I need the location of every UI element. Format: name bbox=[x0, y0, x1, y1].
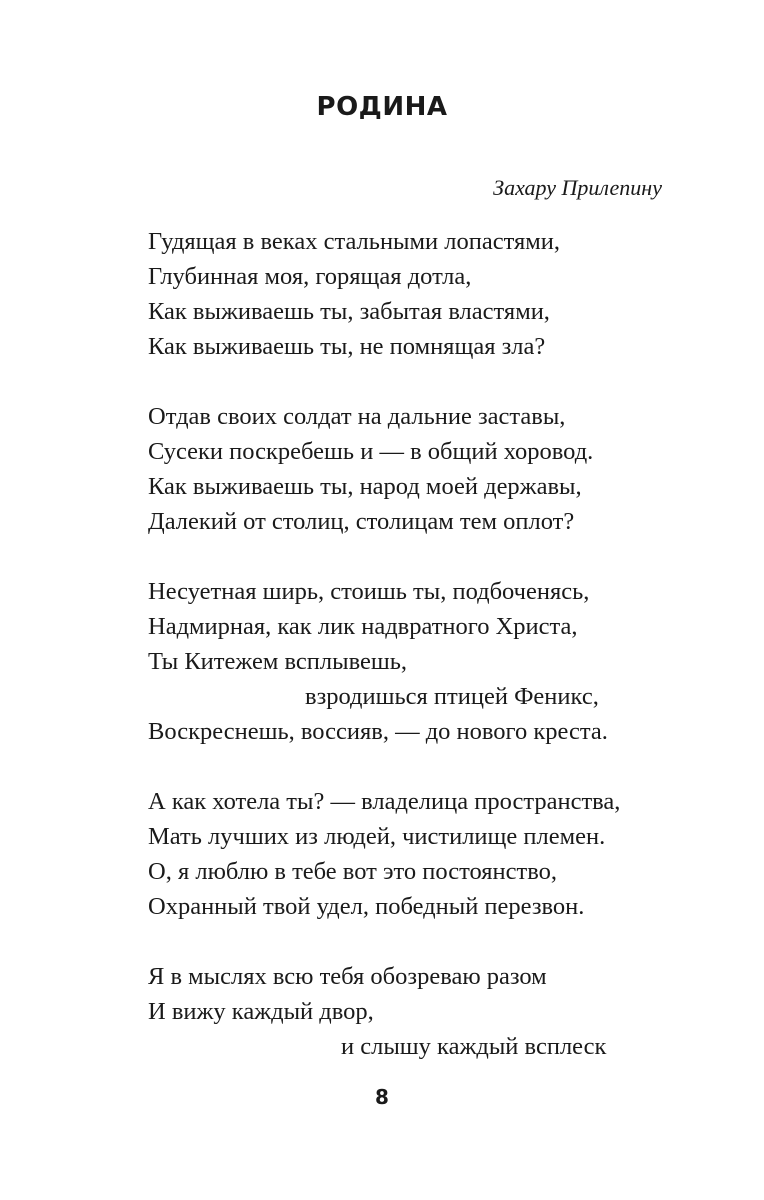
stanza-1 bbox=[148, 224, 708, 364]
stanza-2 bbox=[148, 399, 708, 539]
poem-line: Несуетная ширь, стоишь ты, подбоченясь, bbox=[148, 578, 590, 605]
poem-line-indented: и слышу каждый всплеск bbox=[341, 1033, 607, 1060]
poem-line: Я в мыслях всю тебя обозреваю разом bbox=[148, 963, 547, 990]
poem-line: Глубинная моя, горящая дотла, bbox=[148, 263, 472, 290]
poem-line: Как выживаешь ты, не помнящая зла? bbox=[148, 333, 546, 360]
stanza-5 bbox=[148, 959, 708, 1064]
poem-line: Далекий от столиц, столицам тем оплот? bbox=[148, 508, 575, 535]
poem-line: Надмирная, как лик надвратного Христа, bbox=[148, 613, 578, 640]
poem-line: Гудящая в веках стальными лопастями, bbox=[148, 228, 560, 255]
poem-line: Отдав своих солдат на дальние заставы, bbox=[148, 403, 566, 430]
poem-line: Мать лучших из людей, чистилище племен. bbox=[148, 823, 606, 850]
page-number: 8 bbox=[375, 1085, 389, 1109]
poem-line: А как хотела ты? — владелица пространства, bbox=[148, 788, 621, 815]
poem-line-indented: взродишься птицей Феникс, bbox=[305, 683, 599, 710]
stanza-3 bbox=[148, 574, 708, 749]
poem-line: Сусеки поскребешь и — в общий хоровод. bbox=[148, 438, 594, 465]
poem-line: И вижу каждый двор, bbox=[148, 998, 374, 1025]
stanza-4 bbox=[148, 784, 708, 924]
dedication: Захару Прилепину bbox=[493, 175, 662, 200]
poem-body bbox=[148, 224, 708, 1099]
poem-line: Охранный твой удел, победный перезвон. bbox=[148, 893, 585, 920]
poem-line: О, я люблю в тебе вот это постоянство, bbox=[148, 858, 557, 885]
poem-line: Ты Китежем всплывешь, bbox=[148, 648, 408, 675]
poem-line: Воскреснешь, воссияв, — до нового креста. bbox=[148, 718, 608, 745]
poem-title: РОДИНА bbox=[316, 92, 448, 122]
poem-line: Как выживаешь ты, народ моей державы, bbox=[148, 473, 582, 500]
poem-line: Как выживаешь ты, забытая властями, bbox=[148, 298, 550, 325]
